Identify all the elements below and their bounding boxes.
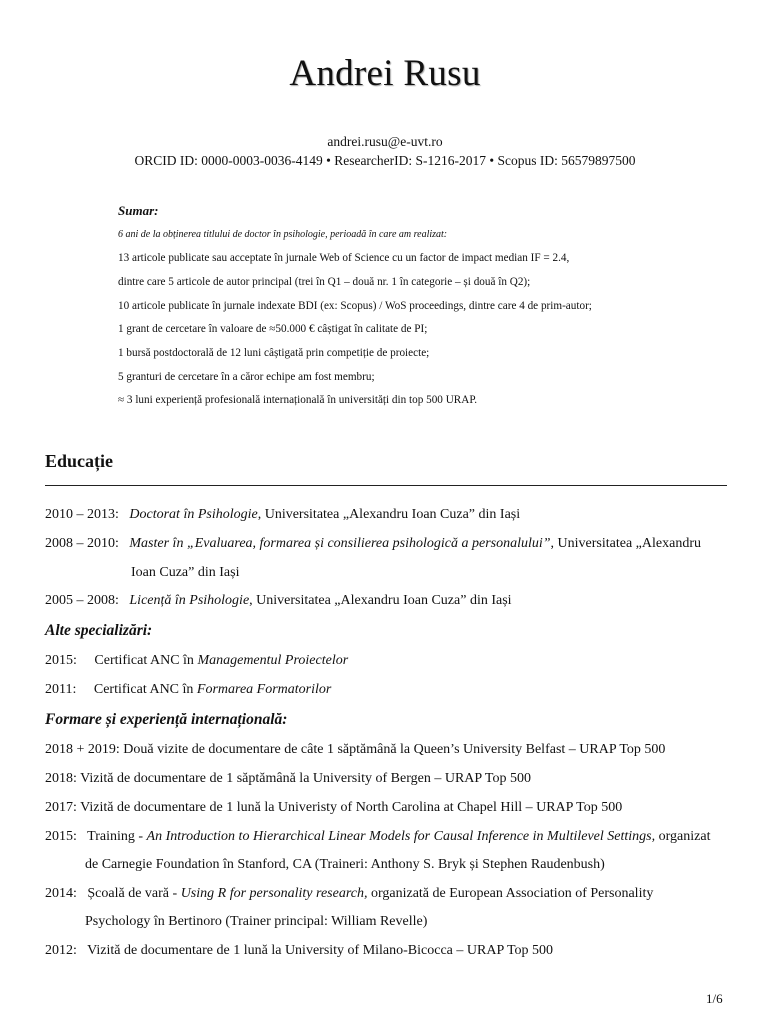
international-item — [45, 829, 710, 845]
email: andrei.rusu@e-uvt.ro — [327, 134, 443, 149]
item-year: 2015: — [45, 829, 77, 844]
specialization-year: 2011: — [45, 682, 77, 697]
international-item-continued: Psychology în Bertinoro (Trainer principal: William Revelle) — [85, 914, 428, 929]
education-degree: Licență în Psihologie — [129, 593, 250, 608]
specialization-topic: Formarea Formatorilor — [196, 682, 332, 697]
specialization-year: 2015: — [45, 653, 77, 668]
summary-title: Sumar: — [118, 203, 159, 218]
specialization-topic: Managementul Proiectelor — [197, 653, 349, 668]
education-institution: , Universitatea „Alexandru Ioan Cuza” din Iași — [257, 507, 521, 522]
item-suffix: organizat — [655, 829, 711, 844]
international-item: 2018 + 2019: Două vizite de documentare de câte 1 săptămână la Queen’s University Belfast – URAP Top 500 — [45, 742, 666, 757]
summary-line: 13 articole publicate sau acceptate în jurnale Web of Science cu un factor de impact median IF = 2.4, — [118, 252, 570, 264]
international-item — [45, 943, 553, 959]
researcher-ids: ORCID ID: 0000-0003-0036-4149 • ResearcherID: S-1216-2017 • Scopus ID: 56579897500 — [134, 153, 636, 168]
education-item — [45, 536, 701, 552]
specialization-item — [45, 653, 348, 669]
education-item-continued: Ioan Cuza” din Iași — [131, 565, 240, 580]
specialization-text: Certificat ANC în — [93, 682, 197, 697]
item-title: An Introduction to Hierarchical Linear Models for Causal Inference in Multilevel Settings, — [146, 829, 656, 844]
education-degree: Master în „Evaluarea, formarea și consilierea psihologică a personalului” — [129, 536, 551, 551]
specializations-heading: Alte specializări: — [45, 622, 153, 639]
international-item: 2017: Vizită de documentare de 1 lună la Univeristy of North Carolina at Chapel Hill – URAP Top 500 — [45, 800, 623, 815]
item-title: Using R for personality research, — [180, 886, 368, 901]
item-year: 2014: — [45, 886, 77, 901]
page-number: 1/6 — [706, 991, 723, 1006]
item-suffix: organizată de European Association of Personality — [367, 886, 654, 901]
international-item-continued: de Carnegie Foundation în Stanford, CA (Traineri: Anthony S. Bryk și Stephen Raudenbush) — [85, 857, 605, 872]
education-institution: , Universitatea „Alexandru — [550, 536, 701, 551]
item-text: Vizită de documentare de 1 lună la University of Milano-Bicocca – URAP Top 500 — [87, 943, 554, 958]
item-prefix: Școală de vară - — [87, 886, 181, 901]
education-degree: Doctorat în Psihologie — [129, 507, 258, 522]
summary-line: ≈ 3 luni experiență profesională internațională în universități din top 500 URAP. — [118, 394, 478, 406]
education-years: 2010 – 2013: — [45, 507, 119, 522]
cv-name: Andrei Rusu — [289, 53, 481, 94]
section-divider — [45, 485, 727, 486]
summary-line: 5 granturi de cercetare în a căror echipe am fost membru; — [118, 371, 375, 383]
international-item: 2018: Vizită de documentare de 1 săptămână la University of Bergen – URAP Top 500 — [45, 771, 532, 786]
education-item — [45, 593, 512, 609]
specialization-item — [45, 682, 331, 698]
international-item — [45, 886, 653, 902]
education-item — [45, 507, 520, 523]
item-prefix: Training - — [87, 829, 147, 844]
summary-line: 1 bursă postdoctorală de 12 luni câștigată prin competiție de proiecte; — [118, 347, 430, 359]
summary-line: dintre care 5 articole de autor principal (trei în Q1 – două nr. 1 în categorie – și două în Q2); — [118, 276, 531, 288]
specialization-text: Certificat ANC în — [94, 653, 198, 668]
summary-line: 10 articole publicate în jurnale indexate BDI (ex: Scopus) / WoS proceedings, dintre care 4 de prim-autor; — [118, 300, 592, 312]
summary-line: 1 grant de cercetare în valoare de ≈50.000 € câștigat în calitate de PI; — [118, 323, 428, 335]
summary-intro: 6 ani de la obținerea titlului de doctor în psihologie, perioadă în care am realizat: — [118, 229, 448, 240]
education-years: 2008 – 2010: — [45, 536, 119, 551]
item-year: 2012: — [45, 943, 77, 958]
education-heading: Educație — [45, 451, 114, 471]
education-institution: , Universitatea „Alexandru Ioan Cuza” din Iași — [249, 593, 512, 608]
international-heading: Formare și experiență internațională: — [45, 711, 288, 728]
education-years: 2005 – 2008: — [45, 593, 119, 608]
